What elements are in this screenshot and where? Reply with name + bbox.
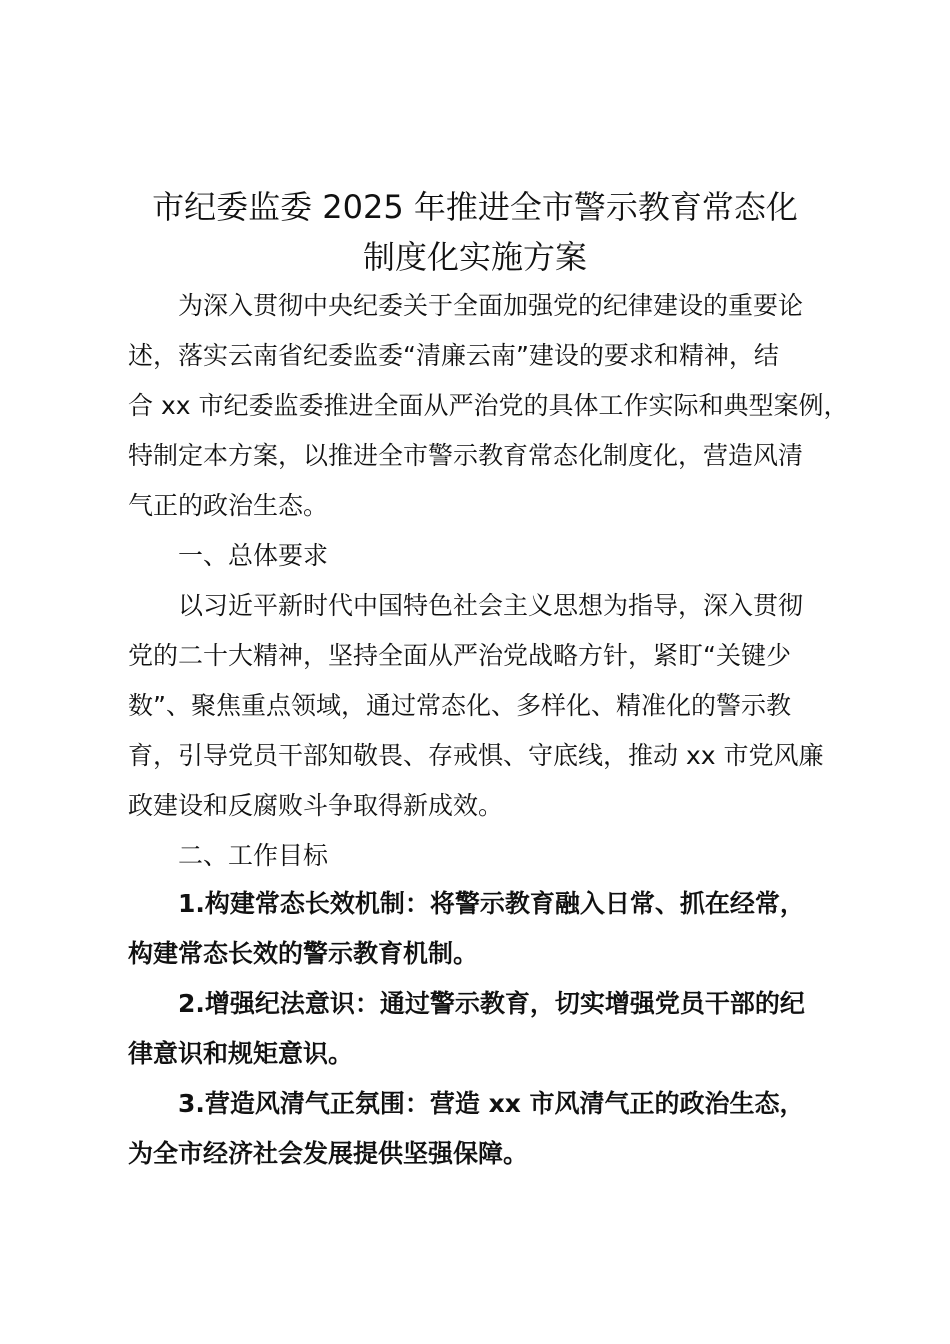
goal-2-line-1: 2.增强纪法意识：通过警示教育，切实增强党员干部的纪 bbox=[178, 989, 805, 1018]
goal-1-line-2: 构建常态长效的警示教育机制。 bbox=[128, 939, 479, 968]
document-title-line-2: 制度化实施方案 bbox=[362, 238, 587, 276]
section1-line-1: 以习近平新时代中国特色社会主义思想为指导，深入贯彻 bbox=[178, 591, 804, 620]
section1-line-2: 党的二十大精神，坚持全面从严治党战略方针，紧盯“关键少 bbox=[128, 641, 791, 670]
section-heading-work-goals: 二、工作目标 bbox=[178, 841, 329, 870]
intro-line-5: 气正的政治生态。 bbox=[128, 491, 329, 520]
section1-line-5: 政建设和反腐败斗争取得新成效。 bbox=[128, 791, 504, 820]
goal-3-line-2: 为全市经济社会发展提供坚强保障。 bbox=[128, 1139, 529, 1168]
section1-line-4: 育，引导党员干部知敬畏、存戒惧、守底线，推动 xx 市党风廉 bbox=[128, 741, 824, 770]
intro-line-4: 特制定本方案，以推进全市警示教育常态化制度化，营造风清 bbox=[128, 441, 804, 470]
intro-line-2: 述，落实云南省纪委监委“清廉云南”建设的要求和精神，结 bbox=[128, 341, 779, 370]
document-title-line-1: 市纪委监委 2025 年推进全市警示教育常态化 bbox=[152, 188, 798, 226]
intro-line-3: 合 xx 市纪委监委推进全面从严治党的具体工作实际和典型案例， bbox=[128, 391, 849, 420]
goal-2-line-2: 律意识和规矩意识。 bbox=[128, 1039, 354, 1068]
section1-line-3: 数”、聚焦重点领域，通过常态化、多样化、精准化的警示教 bbox=[128, 691, 791, 720]
goal-3-line-1: 3.营造风清气正氛围：营造 xx 市风清气正的政治生态， bbox=[178, 1089, 805, 1118]
section-heading-overall-requirements: 一、总体要求 bbox=[178, 541, 329, 570]
intro-line-1: 为深入贯彻中央纪委关于全面加强党的纪律建设的重要论 bbox=[178, 291, 804, 320]
goal-1-line-1: 1.构建常态长效机制：将警示教育融入日常、抓在经常， bbox=[178, 889, 805, 918]
